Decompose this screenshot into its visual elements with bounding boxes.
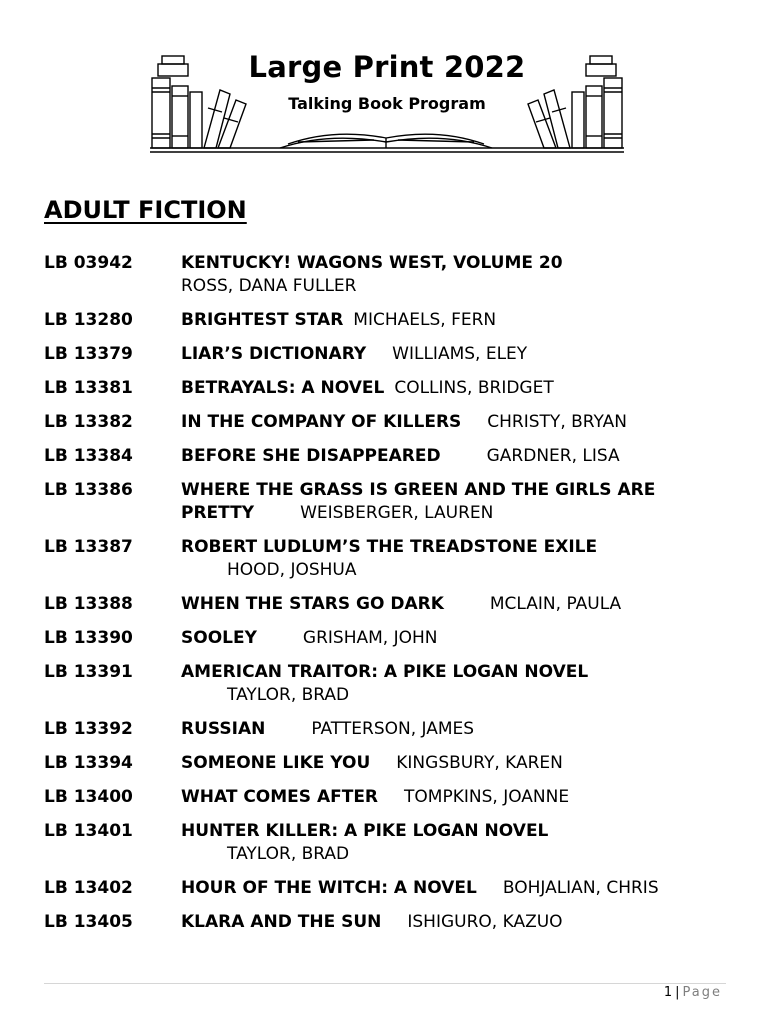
book-author: HOOD, JOSHUA [227, 560, 357, 580]
book-title: LIAR’S DICTIONARY [181, 344, 367, 364]
catalog-number: LB 13402 [44, 878, 133, 898]
catalog-number: LB 13387 [44, 537, 133, 557]
list-item [44, 377, 744, 400]
list-item [44, 911, 744, 934]
book-author: COLLINS, BRIDGET [394, 378, 554, 398]
list-item [44, 536, 744, 582]
book-author: MCLAIN, PAULA [489, 594, 622, 614]
banner [148, 48, 626, 156]
book-author: KINGSBURY, KAREN [396, 753, 563, 773]
book-title: ROBERT LUDLUM’S THE TREADSTONE EXILE [181, 537, 598, 557]
banner-subtitle: Talking Book Program [288, 94, 486, 113]
book-title: BRIGHTEST STAR [181, 310, 344, 330]
banner-title: Large Print 2022 [248, 50, 526, 84]
page-footer [664, 985, 722, 1000]
book-title: BETRAYALS: A NOVEL [181, 378, 385, 398]
list-item [44, 877, 744, 900]
catalog-number: LB 13386 [44, 480, 133, 500]
book-author: TAYLOR, BRAD [227, 844, 350, 864]
book-title: HOUR OF THE WITCH: A NOVEL [181, 878, 477, 898]
page-label: Page [682, 985, 722, 1000]
book-author: CHRISTY, BRYAN [487, 412, 627, 432]
book-author: TOMPKINS, JOANNE [404, 787, 570, 807]
catalog-number: LB 13394 [44, 753, 133, 773]
book-author: WEISBERGER, LAUREN [300, 503, 494, 523]
book-title: WHEN THE STARS GO DARK [181, 594, 444, 614]
list-item [44, 627, 744, 650]
list-item [44, 661, 744, 707]
catalog-number: LB 13382 [44, 412, 133, 432]
book-author: GARDNER, LISA [486, 446, 620, 466]
book-author: WILLIAMS, ELEY [392, 344, 528, 364]
list-item [44, 786, 744, 809]
catalog-number: LB 13392 [44, 719, 133, 739]
footer-divider [44, 983, 726, 984]
catalog-number: LB 13405 [44, 912, 133, 932]
catalog-number: LB 03942 [44, 253, 133, 273]
book-title: SOOLEY [181, 628, 257, 648]
book-title: KENTUCKY! WAGONS WEST, VOLUME 20 [181, 253, 563, 273]
footer-separator: | [675, 985, 680, 1000]
book-title: WHAT COMES AFTER [181, 787, 379, 807]
entry-list [44, 252, 744, 945]
list-item [44, 252, 744, 298]
book-title: AMERICAN TRAITOR: A PIKE LOGAN NOVEL [181, 662, 589, 682]
book-author: GRISHAM, JOHN [302, 628, 438, 648]
list-item [44, 411, 744, 434]
book-title: BEFORE SHE DISAPPEARED [181, 446, 441, 466]
book-author: TAYLOR, BRAD [227, 685, 350, 705]
list-item [44, 752, 744, 775]
book-author: ROSS, DANA FULLER [181, 276, 357, 296]
section-heading: ADULT FICTION [44, 196, 247, 224]
catalog-number: LB 13400 [44, 787, 133, 807]
book-title: KLARA AND THE SUN [181, 912, 382, 932]
book-author: BOHJALIAN, CHRIS [502, 878, 659, 898]
catalog-number: LB 13381 [44, 378, 133, 398]
list-item [44, 820, 744, 866]
catalog-number: LB 13390 [44, 628, 133, 648]
catalog-number: LB 13384 [44, 446, 133, 466]
catalog-number: LB 13401 [44, 821, 133, 841]
book-title: HUNTER KILLER: A PIKE LOGAN NOVEL [181, 821, 549, 841]
list-item [44, 718, 744, 741]
book-author: PATTERSON, JAMES [311, 719, 475, 739]
book-author: MICHAELS, FERN [353, 310, 497, 330]
list-item [44, 479, 744, 525]
catalog-number: LB 13391 [44, 662, 133, 682]
list-item [44, 445, 744, 468]
book-title: SOMEONE LIKE YOU [181, 753, 371, 773]
book-title: RUSSIAN [181, 719, 266, 739]
catalog-number: LB 13280 [44, 310, 133, 330]
page-number: 1 [663, 985, 673, 1000]
catalog-number: LB 13379 [44, 344, 133, 364]
book-author: ISHIGURO, KAZUO [407, 912, 563, 932]
book-title: IN THE COMPANY OF KILLERS [181, 412, 462, 432]
list-item [44, 309, 744, 332]
catalog-number: LB 13388 [44, 594, 133, 614]
list-item [44, 593, 744, 616]
book-title: WHERE THE GRASS IS GREEN AND THE GIRLS ARE PRETTY [181, 480, 656, 523]
list-item [44, 343, 744, 366]
